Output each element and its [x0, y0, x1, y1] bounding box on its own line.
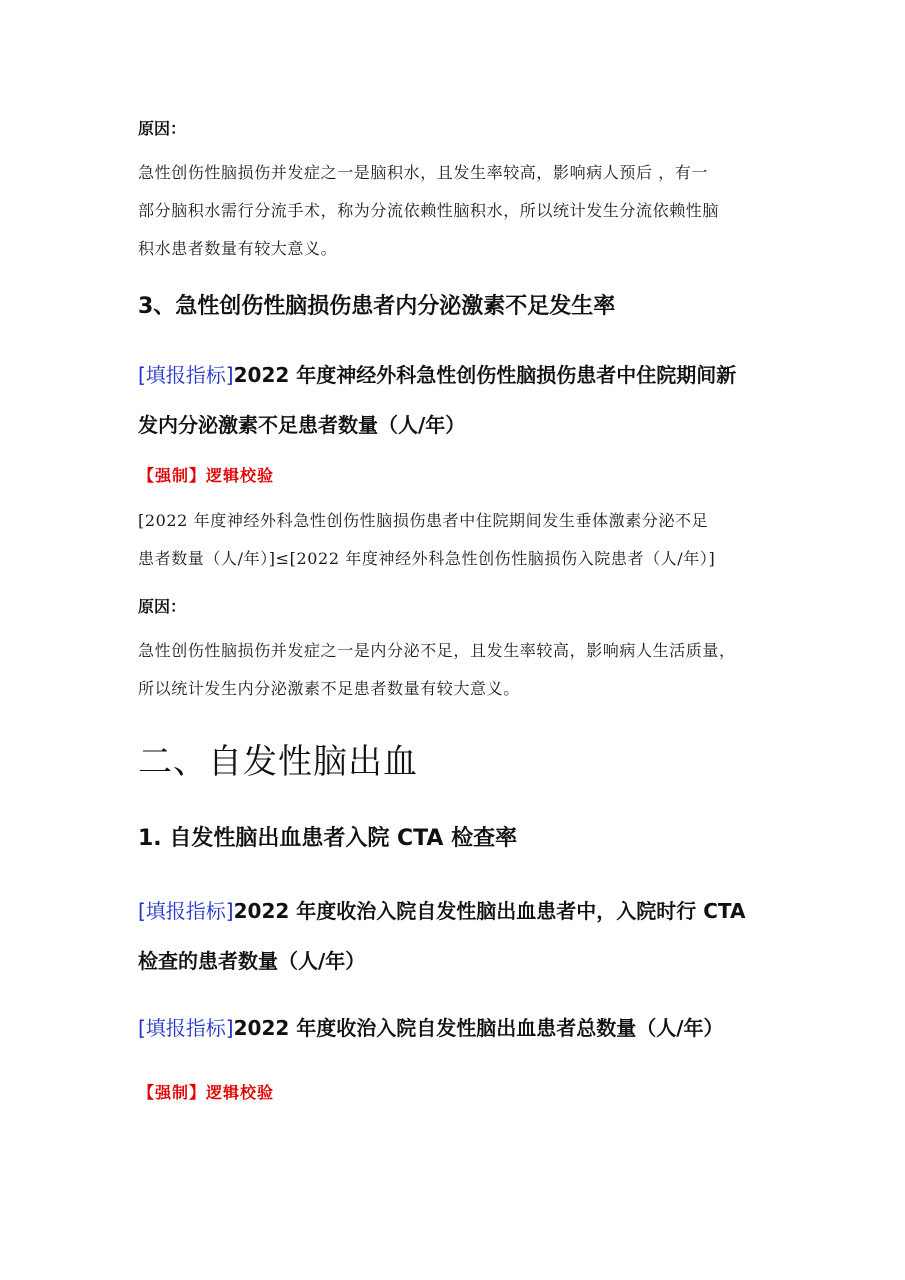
reason-line: 积水患者数量有较大意义。 — [138, 239, 338, 258]
reason-line: 所以统计发生内分泌激素不足患者数量有较大意义。 — [138, 679, 520, 698]
reason-label: 原因： — [138, 597, 187, 616]
section-heading: 3、急性创伤性脑损伤患者内分泌激素不足发生率 — [138, 294, 616, 319]
mandatory-check-label: 【强制】逻辑校验 — [138, 466, 275, 485]
indicator-text: 2022 年度收治入院自发性脑出血患者中，入院时行 CTA — [233, 899, 746, 923]
indicator-text: 2022 年度神经外科急性创伤性脑损伤患者中住院期间新 — [233, 363, 737, 387]
indicator-line: 检查的患者数量（人/年） — [138, 949, 366, 973]
chapter-heading: 二、自发性脑出血 — [138, 742, 418, 782]
reason-paragraph — [138, 632, 778, 708]
indicator-line — [138, 886, 778, 936]
indicator-paragraph — [138, 350, 778, 450]
indicator-tag: [填报指标] — [138, 899, 234, 923]
indicator-line — [138, 350, 778, 400]
indicator-text: 2022 年度收治入院自发性脑出血患者总数量（人/年） — [233, 1016, 724, 1040]
indicator-line — [138, 1003, 778, 1053]
reason-label: 原因： — [138, 119, 187, 138]
reason-line: 部分脑积水需行分流手术，称为分流依赖性脑积水，所以统计发生分流依赖性脑 — [138, 201, 720, 220]
formula-paragraph — [138, 502, 778, 578]
indicator-paragraph — [138, 886, 778, 986]
formula-line: 患者数量（人/年）]≤[2022 年度神经外科急性创伤性脑损伤入院患者（人/年）] — [138, 549, 716, 568]
indicator-tag: [填报指标] — [138, 1016, 234, 1040]
indicator-tag: [填报指标] — [138, 363, 234, 387]
item-heading: 1. 自发性脑出血患者入院 CTA 检查率 — [138, 826, 518, 851]
reason-paragraph — [138, 154, 778, 268]
reason-line: 急性创伤性脑损伤并发症之一是内分泌不足，且发生率较高，影响病人生活质量， — [138, 641, 736, 660]
reason-line: 急性创伤性脑损伤并发症之一是脑积水，且发生率较高，影响病人预后 ，有一 — [138, 163, 709, 182]
indicator-paragraph — [138, 1003, 778, 1053]
indicator-line: 发内分泌激素不足患者数量（人/年） — [138, 413, 466, 437]
formula-line: [2022 年度神经外科急性创伤性脑损伤患者中住院期间发生垂体激素分泌不足 — [138, 511, 709, 530]
mandatory-check-label: 【强制】逻辑校验 — [138, 1083, 275, 1102]
